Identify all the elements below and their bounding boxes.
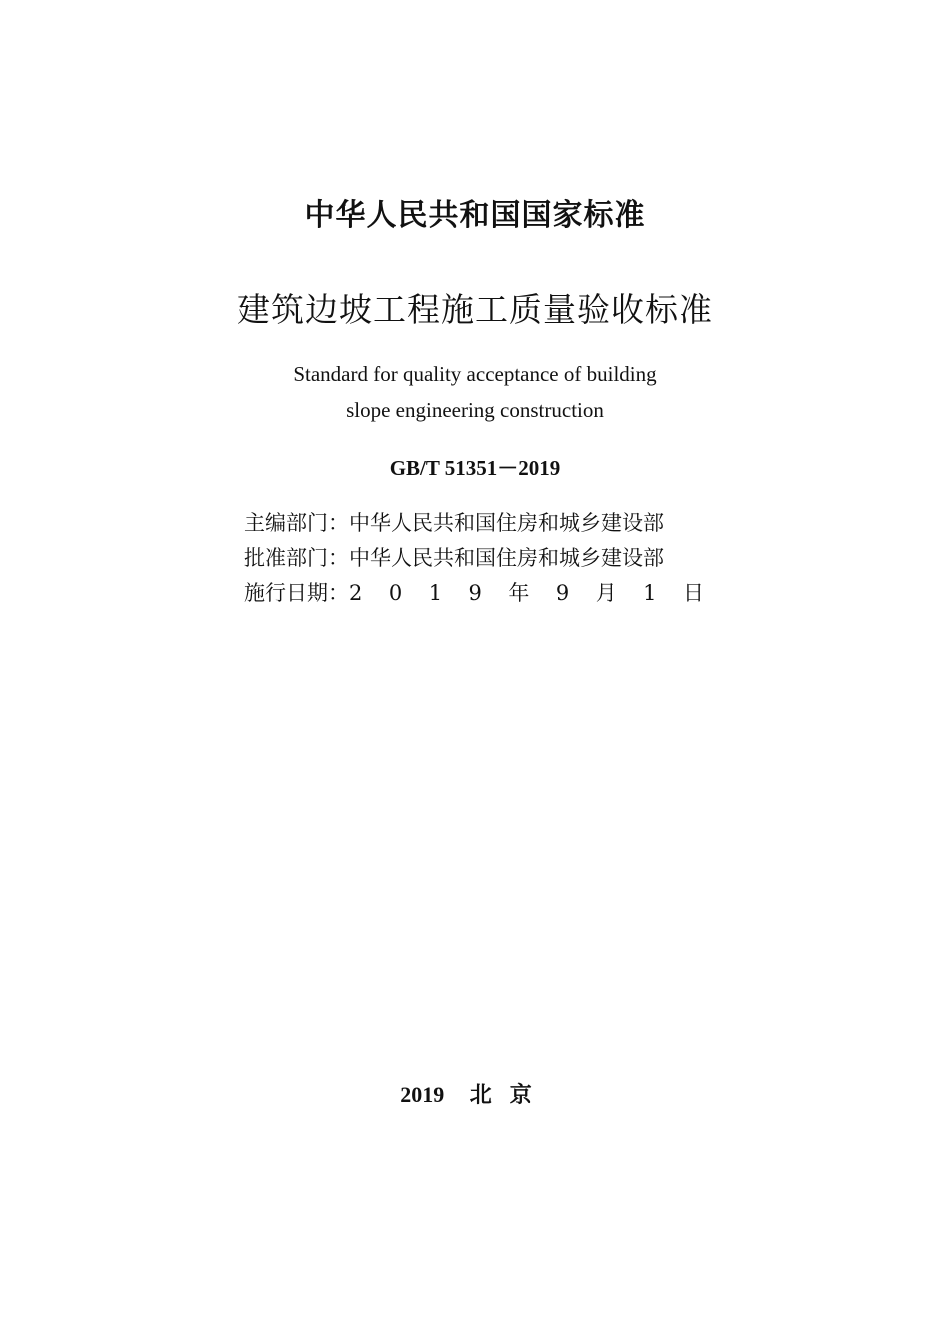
title-english-line-2: slope engineering construction: [346, 398, 604, 422]
approver-label: 批准部门：: [244, 546, 349, 570]
date-char: 1: [643, 581, 657, 605]
date-char: 1: [428, 581, 443, 605]
footer-year: 2019: [400, 1082, 445, 1107]
title-english-line-1: Standard for quality acceptance of building: [293, 362, 657, 386]
date-char: 9: [555, 581, 570, 605]
chief-editor-value: 中华人民共和国住房和城乡建设部: [349, 511, 664, 535]
date-char: 9: [468, 581, 482, 605]
date-char: 月: [595, 581, 617, 605]
approver-value: 中华人民共和国住房和城乡建设部: [349, 546, 664, 570]
chief-editor-row: [244, 506, 724, 541]
effective-date-value: [349, 576, 704, 611]
footer-city: 北京: [469, 1082, 550, 1108]
effective-date-row: [244, 576, 724, 611]
effective-date-label: 施行日期：: [244, 581, 349, 605]
standard-title-english: [0, 356, 950, 428]
national-standard-heading: 中华人民共和国国家标准: [304, 198, 646, 233]
standard-code: GB/T 51351－2019: [389, 456, 561, 480]
publication-footer: [0, 1078, 950, 1109]
approver-row: [244, 541, 724, 576]
date-char: 2: [349, 581, 363, 605]
publication-info: [244, 506, 724, 611]
standard-title-chinese: 建筑边坡工程施工质量验收标准: [237, 290, 713, 329]
date-char: 0: [388, 581, 403, 605]
date-char: 年: [508, 581, 530, 605]
chief-editor-label: 主编部门：: [244, 511, 349, 535]
date-char: 日: [683, 581, 704, 605]
